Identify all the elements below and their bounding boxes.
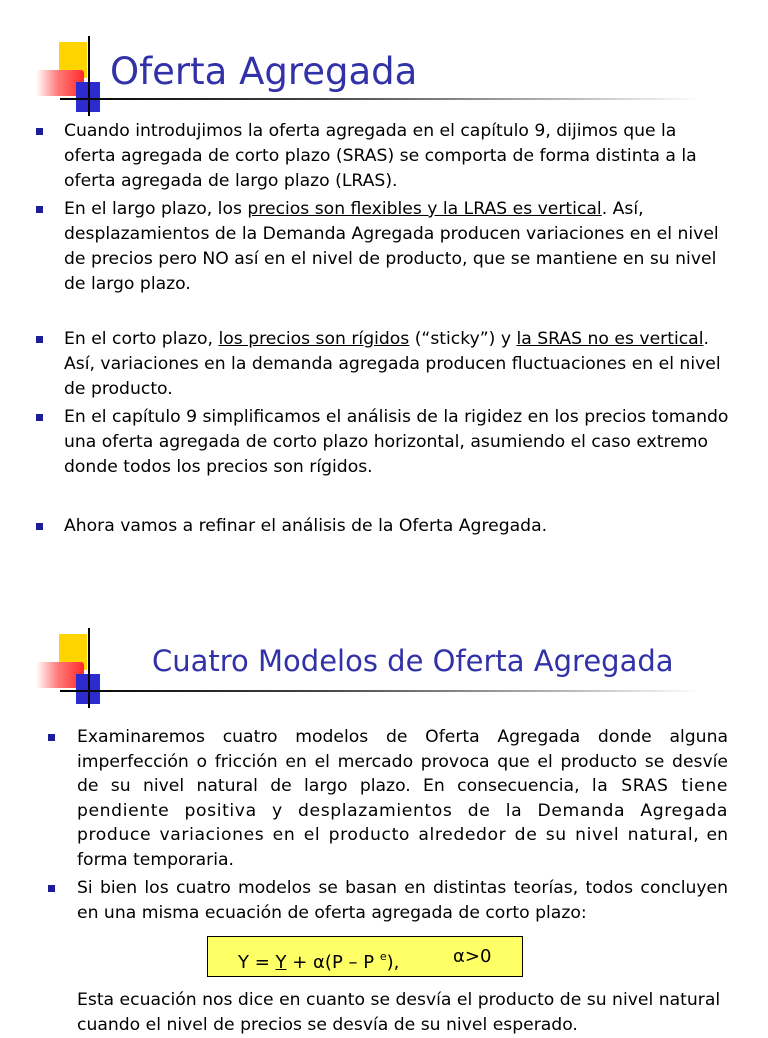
explanation-text: Esta ecuación nos dice en cuanto se desvía el producto de su nivel natural cuando el nivel de precios se desvía de su nivel esperado. bbox=[77, 990, 721, 1035]
bullet-icon bbox=[48, 734, 55, 741]
emphasis-text: todos bbox=[123, 457, 171, 477]
page-title: Oferta Agregada bbox=[110, 50, 418, 93]
emphasis-text: la SRAS tiene pendiente positiva y desplazamientos de la Demanda Agregada produce variaciones en el producto alrededor de su nivel natural bbox=[77, 776, 728, 845]
list-item: Cuando introdujimos la oferta agregada en el capítulo 9, dijimos que la oferta agregada de corto plazo (SRAS) se comporta de forma distinta a la oferta agregada de largo plazo (LRAS). bbox=[0, 119, 730, 194]
equation: Y = Y + α(P – P $^e$), bbox=[238, 950, 400, 973]
emphasis-text: corto plazo bbox=[112, 329, 208, 349]
list-item: En el largo plazo, los precios son flexibles y la LRAS es vertical. Así, desplazamientos de la Demanda Agregada producen variaciones en el nivel de precios pero NO así en el nivel de producto, que se mantiene en su nivel de largo plazo. bbox=[0, 197, 730, 297]
underlined-text: precios son flexibles y la LRAS es vertical bbox=[247, 199, 602, 219]
emphasis-text: largo plazo bbox=[112, 199, 207, 219]
list-item: Si bien los cuatro modelos se basan en distintas teorías, todos concluyen en una misma ecuación de oferta agregada de corto plazo: bbox=[0, 876, 728, 925]
equation-condition: α>0 bbox=[453, 946, 492, 967]
list-item: En el corto plazo, los precios son rígidos (“sticky”) y la SRAS no es vertical. Así, variaciones en la demanda agregada producen fluctuaciones en el nivel de producto. bbox=[0, 327, 730, 402]
underlined-text: los precios son rígidos bbox=[218, 329, 410, 349]
list-item: Ahora vamos a refinar el análisis de la Oferta Agregada. bbox=[0, 514, 730, 539]
section-title: Cuatro Modelos de Oferta Agregada bbox=[152, 644, 674, 678]
underlined-text: la SRAS no es vertical bbox=[516, 329, 704, 349]
slide-logo-icon bbox=[34, 628, 134, 708]
list-item: En el capítulo 9 simplificamos el análisis de la rigidez en los precios tomando una oferta agregada de corto plazo horizontal, asumiendo el caso extremo donde todos los precios son rígidos. bbox=[0, 405, 730, 480]
bullet-icon bbox=[48, 885, 55, 892]
list-item: Examinaremos cuatro modelos de Oferta Agregada donde alguna imperfección o fricción en el mercado provoca que el producto se desvíe de su nivel natural de largo plazo. En consecuencia, la SRAS tiene pendiente positiva y desplazamientos de la Demanda Agregada produce variaciones en el producto alrededor de su nivel natural, en forma temporaria. bbox=[0, 725, 728, 872]
bullet-list bbox=[0, 725, 728, 925]
equation-box bbox=[207, 936, 523, 977]
